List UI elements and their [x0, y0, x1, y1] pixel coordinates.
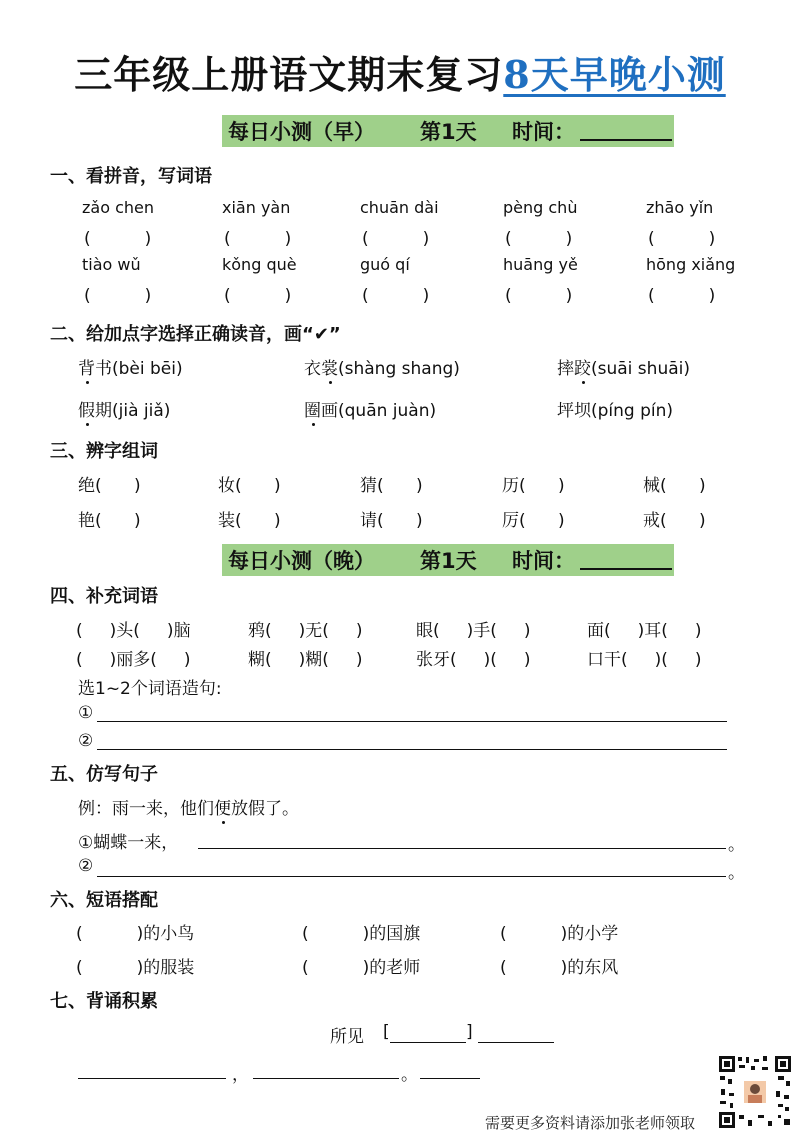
morning-day: 第1天 — [420, 120, 477, 144]
idiom-item[interactable]: 鸦( )无( ) — [248, 621, 363, 641]
reading-item-3 — [557, 354, 690, 379]
pinyin-item: guó qí — [360, 255, 410, 274]
pinyin-item: tiào wǔ — [82, 255, 141, 274]
idiom-item[interactable]: 面( )耳( ) — [587, 621, 702, 641]
char-word-item[interactable]: 绝( ) — [78, 476, 141, 496]
reading-pre: 摔 — [557, 359, 574, 379]
answer-blank[interactable]: ( ) — [84, 229, 152, 249]
reading-item-2 — [304, 354, 460, 379]
char-word-item[interactable]: 厉( ) — [502, 511, 565, 531]
evening-time-label: 时间： — [512, 549, 575, 573]
idiom-item[interactable]: 眼( )手( ) — [416, 621, 531, 641]
idiom-item[interactable]: 糊( )糊( ) — [248, 650, 363, 670]
evening-header-bar — [222, 544, 674, 576]
sentence-2-line[interactable] — [97, 748, 727, 750]
reading-item-5 — [304, 396, 436, 421]
poem-period: 。 — [401, 1065, 418, 1085]
morning-label: 每日小测（早） — [228, 120, 375, 144]
answer-blank[interactable]: ( ) — [362, 286, 430, 306]
pinyin-item: huāng yě — [503, 255, 578, 274]
imitate-2-label: ② — [78, 856, 94, 876]
section-6-heading: 六、短语搭配 — [50, 890, 158, 911]
char-word-item[interactable]: 艳( ) — [78, 511, 141, 531]
page-title — [0, 44, 800, 99]
sentence-1-line[interactable] — [97, 720, 727, 722]
phrase-item[interactable]: ( )的东风 — [500, 958, 619, 978]
imitate-1-period: 。 — [728, 835, 745, 855]
char-word-item[interactable]: 戒( ) — [643, 511, 706, 531]
title-main: 三年级上册语文期末复习 — [74, 52, 504, 97]
evening-label: 每日小测（晚） — [228, 549, 375, 573]
morning-time-blank[interactable] — [580, 119, 672, 141]
answer-blank[interactable]: ( ) — [648, 286, 716, 306]
example-pre: 例：雨一来，他们 — [78, 799, 214, 819]
pinyin-item: hōng xiǎng — [646, 255, 736, 274]
poem-bracket-close: ] — [466, 1022, 473, 1042]
poem-dynasty-line[interactable] — [390, 1041, 466, 1043]
answer-blank[interactable]: ( ) — [224, 229, 292, 249]
reading-item-1 — [78, 354, 183, 379]
poem-bracket-open: [ — [383, 1022, 390, 1042]
section-1-heading: 一、看拼音，写词语 — [50, 166, 212, 187]
char-word-item[interactable]: 猜( ) — [360, 476, 423, 496]
sentence-1-label: ① — [78, 703, 94, 723]
footer-note: 需要更多资料请添加张老师领取 — [485, 1114, 696, 1132]
pinyin-item: chuān dài — [360, 198, 439, 217]
idiom-item[interactable]: 口干( )( ) — [587, 650, 702, 670]
poem-line-1[interactable] — [78, 1077, 226, 1079]
morning-header-bar — [222, 115, 674, 147]
answer-blank[interactable]: ( ) — [224, 286, 292, 306]
phrase-item[interactable]: ( )的老师 — [302, 958, 421, 978]
reading-pre: 衣 — [304, 359, 321, 379]
reading-text: (píng pín) — [591, 401, 674, 421]
char-word-item[interactable]: 装( ) — [218, 511, 281, 531]
idiom-item[interactable]: 张牙( )( ) — [416, 650, 531, 670]
phrase-item[interactable]: ( )的服装 — [76, 958, 195, 978]
poem-comma: ， — [232, 1065, 249, 1085]
section-3-heading: 三、辨字组词 — [50, 441, 158, 462]
dotted-char: 圈 — [304, 401, 321, 421]
phrase-item[interactable]: ( )的小鸟 — [76, 924, 195, 944]
poem-line-3[interactable] — [420, 1077, 480, 1079]
section-5-heading: 五、仿写句子 — [50, 764, 158, 785]
char-word-item[interactable]: 历( ) — [502, 476, 565, 496]
morning-time-label: 时间： — [512, 120, 575, 144]
pinyin-item: kǒng què — [222, 255, 297, 274]
pinyin-item: zhāo yǐn — [646, 198, 714, 217]
reading-pre: 坪坝 — [557, 401, 591, 421]
section-4-heading: 四、补充词语 — [50, 586, 158, 607]
reading-item-6 — [557, 396, 673, 421]
answer-blank[interactable]: ( ) — [84, 286, 152, 306]
example-sentence — [78, 794, 299, 819]
phrase-item[interactable]: ( )的小学 — [500, 924, 619, 944]
imitate-2-line[interactable] — [97, 875, 726, 877]
idiom-item[interactable]: ( )头( )脑 — [76, 621, 191, 641]
reading-item-4 — [78, 396, 170, 421]
char-word-item[interactable]: 请( ) — [360, 511, 423, 531]
answer-blank[interactable]: ( ) — [505, 229, 573, 249]
sentence-2-label: ② — [78, 731, 94, 751]
reading-text: 期(jià jiǎ) — [95, 401, 171, 421]
dotted-char: 便 — [214, 799, 231, 819]
section-2-heading: 二、给加点字选择正确读音，画“✔” — [50, 324, 341, 345]
dotted-char: 假 — [78, 401, 95, 421]
char-word-item[interactable]: 妆( ) — [218, 476, 281, 496]
section-7-heading: 七、背诵积累 — [50, 991, 158, 1012]
imitate-1-label: ①蝴蝶一来， — [78, 833, 179, 853]
qr-code-icon — [718, 1055, 792, 1129]
char-word-item[interactable]: 械( ) — [643, 476, 706, 496]
idiom-item[interactable]: ( )丽多( ) — [76, 650, 191, 670]
example-post: 放假了。 — [231, 799, 299, 819]
poem-line-2[interactable] — [253, 1077, 399, 1079]
reading-text: 画(quān juàn) — [321, 401, 437, 421]
evening-time-blank[interactable] — [580, 548, 672, 570]
imitate-1-line[interactable] — [198, 847, 726, 849]
answer-blank[interactable]: ( ) — [648, 229, 716, 249]
reading-text: (shàng shang) — [338, 359, 460, 379]
make-sentence-label: 选1~2个词语造句: — [78, 679, 222, 699]
answer-blank[interactable]: ( ) — [362, 229, 430, 249]
dotted-char: 背 — [78, 359, 95, 379]
poem-title: 所见 — [330, 1027, 364, 1047]
answer-blank[interactable]: ( ) — [505, 286, 573, 306]
reading-text: 书(bèi bēi) — [95, 359, 183, 379]
pinyin-item: zǎo chen — [82, 198, 154, 217]
dotted-char: 跤 — [574, 359, 591, 379]
reading-text: (suāi shuāi) — [591, 359, 690, 379]
evening-day: 第1天 — [420, 549, 477, 573]
pinyin-item: xiān yàn — [222, 198, 291, 217]
pinyin-item: pèng chù — [503, 198, 578, 217]
dotted-char: 裳 — [321, 359, 338, 379]
imitate-2-period: 。 — [728, 863, 745, 883]
title-highlight: 8天早晚小测 — [503, 52, 726, 97]
poem-author-line[interactable] — [478, 1041, 554, 1043]
phrase-item[interactable]: ( )的国旗 — [302, 924, 421, 944]
